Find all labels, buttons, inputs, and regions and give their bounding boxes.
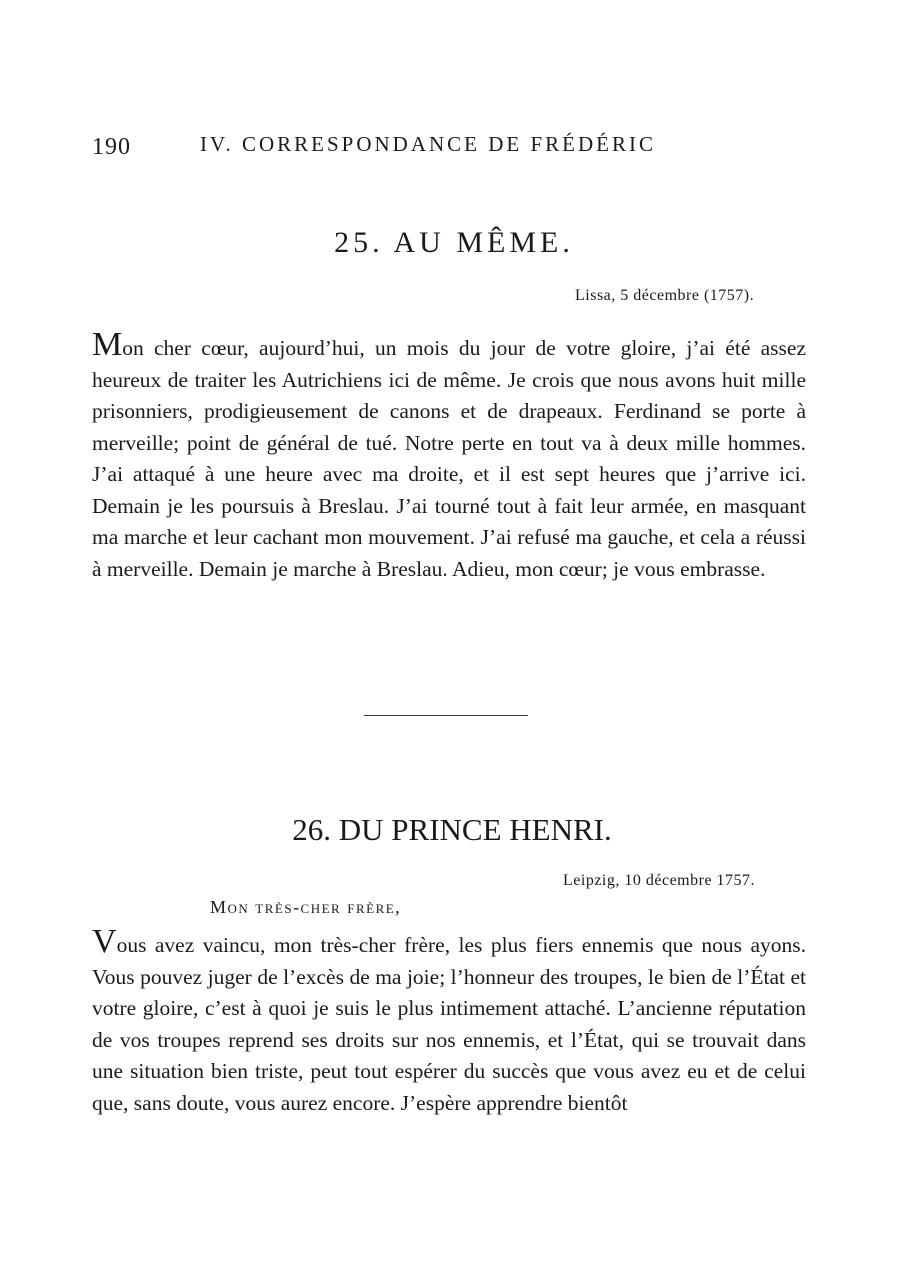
running-head (92, 130, 722, 160)
section-divider (364, 715, 528, 716)
letter-25-text: on cher cœur, aujourd’hui, un mois du jour de votre gloire, j’ai été assez heureux de traiter les Autrichiens ici de même. Je crois que nous avons huit mille prisonniers, prodigieusement de canons et de drapeaux. Ferdinand se porte à merveille; point de général de tué. Notre perte en tout va à deux mille hommes. J’ai attaqué à une heure avec ma droite, et il est sept heures que j’arrive ici. Demain je les poursuis à Breslau. J’ai tourné tout à fait leur armée, en masquant ma marche et leur cachant mon mouvement. J’ai refusé ma gauche, et cela a réussi à merveille. Demain je marche à Breslau. Adieu, mon cœur; je vous embrasse. (92, 336, 806, 581)
letter-26-body (92, 923, 806, 1119)
letter-26-dateline: Leipzig, 10 décembre 1757. (563, 872, 756, 889)
letter-26-title: 26. DU PRINCE HENRI. (292, 812, 612, 847)
letter-25-drop-initial: M (92, 326, 123, 363)
running-head-title: IV. CORRESPONDANCE DE FRÉDÉRIC (200, 132, 656, 156)
page-number: 190 (92, 134, 131, 160)
letter-25-dateline: Lissa, 5 décembre (1757). (575, 287, 755, 304)
letter-25-title: 25. AU MÊME. (334, 226, 574, 259)
letter-26-drop-initial: V (92, 923, 117, 960)
letter-25-body (92, 326, 806, 585)
letter-26-salutation: Mon très-cher frère, (210, 897, 402, 917)
letter-26-text: ous avez vaincu, mon très-cher frère, les plus fiers ennemis que nous ayons. Vous pouvez juger de l’excès de ma joie; l’honneur des troupes, le bien de l’État et votre gloire, c’est à quoi je suis le plus intimement attaché. L’ancienne réputation de vos troupes reprend ses droits sur nos ennemis, et l’État, qui se trouvait dans une situation bien triste, peut tout espérer du succès que vous avez eu et de celui que, sans doute, vous aurez encore. J’espère apprendre bientôt (92, 933, 806, 1115)
